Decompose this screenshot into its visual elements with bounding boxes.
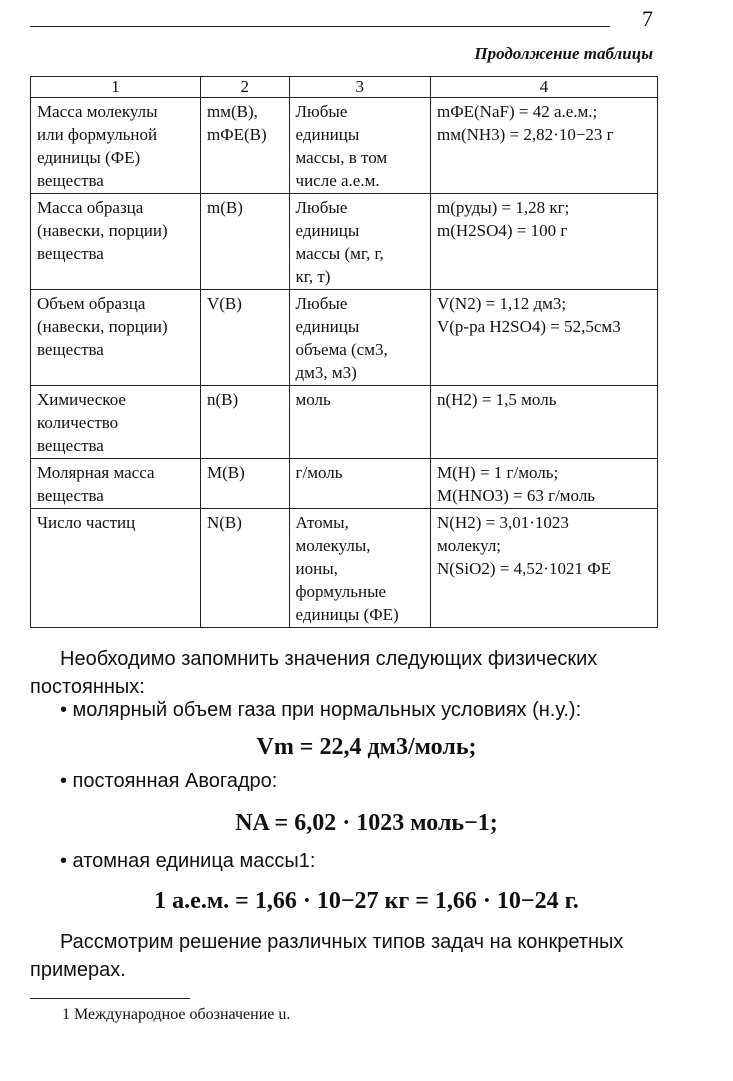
- cell-symbol: V(В): [200, 290, 289, 386]
- bullet-molar-volume: • молярный объем газа при нормальных условиях (н.у.):: [60, 699, 582, 721]
- cell-quantity-name: Объем образца (навески, порции) вещества: [31, 290, 201, 386]
- cell-quantity-name: Масса образца (навески, порции) вещества: [31, 194, 201, 290]
- cell-units: Любые единицы объема (см3, дм3, м3): [289, 290, 430, 386]
- cell-quantity-name: Число частиц: [31, 509, 201, 628]
- bullet-atomic-mass-unit: • атомная единица массы1:: [60, 850, 316, 872]
- table-continuation-label: Продолжение таблицы: [474, 44, 653, 63]
- table-row: [31, 386, 658, 459]
- cell-units: г/моль: [289, 459, 430, 509]
- column-number-1: 1: [31, 77, 201, 98]
- table-row: [31, 98, 658, 194]
- column-number-3: 3: [289, 77, 430, 98]
- table-row: [31, 509, 658, 628]
- table-row: [31, 459, 658, 509]
- formula-molar-volume: Vm = 22,4 дм3/моль;: [256, 734, 477, 760]
- header-rule: [30, 26, 610, 27]
- cell-examples: M(H) = 1 г/моль; M(HNO3) = 63 г/моль: [430, 459, 657, 509]
- bullet-avogadro: • постоянная Авогадро:: [60, 770, 278, 792]
- cell-symbol: m(В): [200, 194, 289, 290]
- page-number: 7: [642, 6, 653, 31]
- intro-paragraph: Необходимо запомнить значения следующих физических постоянных:: [30, 648, 598, 698]
- column-number-4: 4: [430, 77, 657, 98]
- cell-symbol: M(В): [200, 459, 289, 509]
- cell-symbol: mм(В), mФЕ(В): [200, 98, 289, 194]
- cell-units: Любые единицы массы, в том числе а.е.м.: [289, 98, 430, 194]
- cell-units: Любые единицы массы (мг, г, кг, т): [289, 194, 430, 290]
- cell-units: Атомы, молекулы, ионы, формульные единицы (ФЕ): [289, 509, 430, 628]
- table-header-row: [31, 77, 658, 98]
- column-number-2: 2: [200, 77, 289, 98]
- cell-quantity-name: Химическое количество вещества: [31, 386, 201, 459]
- formula-avogadro: NA = 6,02 · 1023 моль−1;: [235, 810, 498, 836]
- footnote-rule: [30, 998, 190, 999]
- cell-examples: N(H2) = 3,01·1023 молекул; N(SiO2) = 4,52·1021 ФЕ: [430, 509, 657, 628]
- cell-quantity-name: Молярная масса вещества: [31, 459, 201, 509]
- cell-symbol: n(В): [200, 386, 289, 459]
- table-row: [31, 194, 658, 290]
- quantities-table: [30, 76, 658, 628]
- footnote: 1 Международное обозначение u.: [62, 1006, 291, 1023]
- closing-paragraph: Рассмотрим решение различных типов задач на конкретных примерах.: [30, 931, 624, 981]
- cell-examples: V(N2) = 1,12 дм3; V(р-ра H2SO4) = 52,5см3: [430, 290, 657, 386]
- cell-examples: n(H2) = 1,5 моль: [430, 386, 657, 459]
- formula-atomic-mass-unit: 1 а.е.м. = 1,66 · 10−27 кг = 1,66 · 10−24 г.: [154, 888, 579, 914]
- cell-units: моль: [289, 386, 430, 459]
- cell-symbol: N(В): [200, 509, 289, 628]
- cell-examples: m(руды) = 1,28 кг; m(H2SO4) = 100 г: [430, 194, 657, 290]
- cell-examples: mФЕ(NaF) = 42 а.е.м.; mм(NH3) = 2,82·10−23 г: [430, 98, 657, 194]
- cell-quantity-name: Масса молекулы или формульной единицы (ФЕ) вещества: [31, 98, 201, 194]
- table-row: [31, 290, 658, 386]
